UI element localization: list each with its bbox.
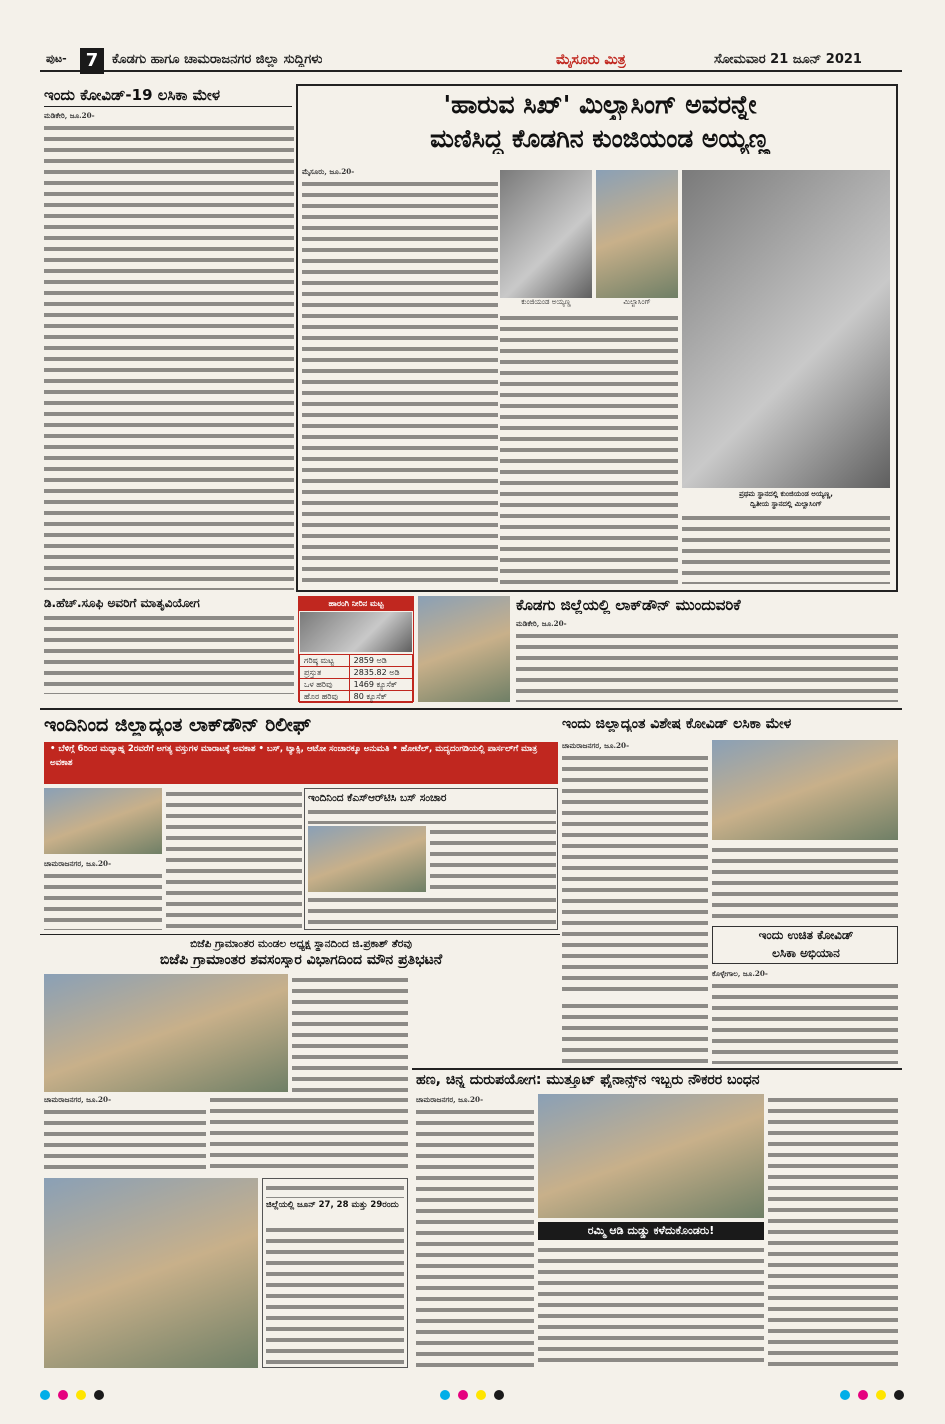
print-registration-strip: [0, 1380, 945, 1424]
page-label: ಪುಟ-: [46, 52, 67, 65]
free-vaccine-body: [712, 980, 898, 1064]
black-dot: [94, 1390, 104, 1400]
rummy-box-label: ರಮ್ಮಿ ಆಡಿ ದುಡ್ಡು ಕಳೆದುಕೊಂಡರು!: [538, 1222, 764, 1240]
vaccine-drive-headline: ಇಂದು ಕೋವಿಡ್-19 ಲಸಿಕಾ ಮೇಳ: [44, 86, 221, 104]
bjp-headline-line1: ಬಿಜೆಪಿ ಗ್ರಾಮಾಂತರ ಮಂಡಲ ಅಧ್ಯಕ್ಷ ಸ್ಥಾನದಿಂದ ಜಿ.ಪ್ರಕಾಶ್ ತೆರವು: [190, 938, 412, 950]
divider: [40, 708, 902, 710]
muthoot-body-col1: [416, 1106, 534, 1368]
table-row: [300, 667, 413, 679]
special-vaccine-headline: ಇಂದು ಜಿಲ್ಲಾದ್ಯಂತ ವಿಶೇಷ ಕೋವಿಡ್ ಲಸಿಕಾ ಮೇಳ: [562, 716, 792, 732]
black-dot: [494, 1390, 504, 1400]
bjp-protest-photo: [44, 974, 288, 1092]
table-cell-label: ಪ್ರಸ್ತುತ: [300, 667, 350, 679]
ksrtc-headline: ಇಂದಿನಿಂದ ಕೆಎಸ್ಆರ್‌ಟಿಸಿ ಬಸ್ ಸಂಚಾರ: [308, 792, 447, 804]
lockdown-relief-body-col2: [166, 788, 302, 930]
table-row: [300, 691, 413, 703]
magenta-dot: [458, 1390, 468, 1400]
milkha-dateline: ಮೈಸೂರು, ಜೂ.20-: [302, 167, 355, 176]
podium-caption-line2: ದ್ವಿತೀಯ ಸ್ಥಾನದಲ್ಲಿ ಮಿಲ್ಖಾಸಿಂಗ್: [750, 500, 822, 508]
harangi-title: ಹಾರಂಗಿ ನೀರಿನ ಮಟ್ಟ: [299, 597, 413, 611]
milkha-portrait-photo: [596, 170, 678, 298]
free-vaccine-headline-line2: ಲಸಿಕಾ ಅಭಿಯಾನ: [772, 946, 840, 960]
ksrtc-bus-photo: [308, 826, 426, 892]
section-title: ಕೊಡಗು ಹಾಗೂ ಚಾಮರಾಜನಗರ ಜಿಲ್ಲಾ ಸುದ್ದಿಗಳು: [112, 52, 323, 67]
milkha-body-col2: [500, 312, 678, 584]
bjp-headline-line2: ಬಿಜೆಪಿ ಗ್ರಾಮಾಂತರ ಶವಸಂಸ್ಕಾರ ವಿಭಾಗದಿಂದ ಮೌನ ಪ್ರತಿಭಟನೆ: [159, 952, 443, 968]
milkha-headline-line2: ಮಣಿಸಿದ್ದ ಕೊಡಗಿನ ಕುಂಜಿಯಂಡ ಅಯ್ಯಣ್ಣ: [430, 124, 770, 153]
harangi-dam-photo: [300, 612, 412, 652]
health-workers-photo: [44, 1178, 258, 1368]
free-vaccine-headline-line1: ಇಂದು ಉಚಿತ ಕೋವಿಡ್: [758, 928, 854, 942]
table-row: [300, 655, 413, 667]
yellow-dot: [876, 1390, 886, 1400]
bjp-body-col1: [44, 1106, 206, 1172]
table-cell-value: 2859 ಅಡಿ: [349, 655, 412, 667]
vaccine-schedule-lead: ಜಿಲ್ಲೆಯಲ್ಲಿ ಜೂನ್ 27, 28 ಮತ್ತು 29ರಂದು: [266, 1200, 399, 1210]
race-podium-photo: [682, 170, 890, 488]
vaccination-photo: [712, 740, 898, 840]
yellow-dot: [76, 1390, 86, 1400]
free-vaccine-dateline: ಕೊಳ್ಳೇಗಾಲ, ಜೂ.20-: [712, 969, 768, 978]
police-arrest-photo: [538, 1094, 764, 1218]
table-cell-value: 1469 ಕ್ಯೂಸೆಕ್: [349, 679, 412, 691]
page-number: 7: [80, 48, 104, 74]
magenta-dot: [58, 1390, 68, 1400]
podium-caption-line1: ಪ್ರಥಮ ಸ್ಥಾನದಲ್ಲಿ ಕುಂಜಿಯಂಡ ಅಯ್ಯಣ್ಣ,: [739, 490, 833, 498]
issue-date: ಸೋಮವಾರ 21 ಜೂನ್ 2021: [714, 52, 862, 67]
ksrtc-body-top: [308, 806, 556, 824]
dho-headline: ಡಿ.ಹೆಚ್.ಸೂಫಿ ಅವರಿಗೆ ಮಾತೃವಿಯೋಗ: [44, 596, 200, 610]
ayyanna-caption: ಕುಂಜಿಯಂಡ ಅಯ್ಯಣ್ಣ: [521, 298, 571, 306]
harangi-table: [299, 654, 413, 703]
muthoot-dateline: ಚಾಮರಾಜನಗರ, ಜೂ.20-: [416, 1095, 484, 1104]
special-vaccine-body-col1: [562, 752, 708, 998]
special-vaccine-dateline: ಚಾಮರಾಜನಗರ, ಜೂ.20-: [562, 741, 630, 750]
milkha-caption: ಮಿಲ್ಖಾಸಿಂಗ್: [623, 298, 651, 306]
lockdown-relief-headline: ಇಂದಿನಿಂದ ಜಿಲ್ಲಾದ್ಯಂತ ಲಾಕ್‌ಡೌನ್ ರಿಲೀಫ್: [44, 714, 312, 736]
lockdown-relief-subhead: • ಬೆಳಿಗ್ಗೆ 6ರಿಂದ ಮಧ್ಯಾಹ್ನ 2ರವರೆಗೆ ಅಗತ್ಯ ವಸ್ತುಗಳ ಮಾರಾಟಕ್ಕೆ ಅವಕಾಶ • ಬಸ್, ಟ್ಯಾಕ್ಸಿ, ಆಟೋ ಸಂಚಾರಕ್ಕೂ ಅನುಮತಿ • ಹೋಟೆಲ್, ಮದ್ಯದಂಗಡಿಯಲ್ಲಿ ಪಾರ್ಸಲ್‌ಗೆ ಮಾತ್ರ ಅವಕಾಶ: [44, 742, 558, 784]
vaccine-drive-dateline: ಮಡಿಕೇರಿ, ಜೂ.20-: [44, 111, 95, 120]
cyan-dot: [840, 1390, 850, 1400]
table-row: [300, 679, 413, 691]
milkha-body-col1: [302, 178, 498, 584]
yellow-dot: [476, 1390, 486, 1400]
milkha-body-col3: [682, 512, 890, 584]
special-vaccine-body-col1b: [562, 1000, 708, 1064]
table-cell-label: ಒಳ ಹರಿವು: [300, 679, 350, 691]
dho-body: [44, 612, 294, 694]
special-vaccine-body-col2: [712, 844, 898, 922]
vaccine-drive-body: [44, 122, 294, 590]
bjp-dateline: ಚಾಮರಾಜನಗರ, ಜೂ.20-: [44, 1095, 112, 1104]
black-dot: [894, 1390, 904, 1400]
muthoot-body-col2: [538, 1244, 764, 1368]
cyan-dot: [40, 1390, 50, 1400]
muthoot-body-col3: [768, 1094, 898, 1368]
divider: [412, 1068, 902, 1070]
kodagu-lockdown-body: [516, 630, 898, 702]
cyan-dot: [440, 1390, 450, 1400]
kodagu-lockdown-headline: ಕೊಡಗು ಜಿಲ್ಲೆಯಲ್ಲಿ ಲಾಕ್‌ಡೌನ್ ಮುಂದುವರಿಕೆ: [516, 596, 741, 614]
divider: [44, 106, 292, 107]
muthoot-headline: ಹಣ, ಚಿನ್ನ ದುರುಪಯೋಗ: ಮುತ್ತೂಟ್ ಫೈನಾನ್ಸ್‌ನ ಇಬ್ಬರು ನೌಕರರ ಬಂಧನ: [416, 1072, 760, 1088]
milkha-headline-line1: 'ಹಾರುವ ಸಿಖ್' ಮಿಲ್ಖಾಸಿಂಗ್ ಅವರನ್ನೇ: [443, 90, 757, 119]
magenta-dot: [858, 1390, 868, 1400]
ayyanna-portrait-photo: [500, 170, 592, 298]
lockdown-relief-body-col1: [44, 870, 162, 930]
kodagu-lockdown-dateline: ಮಡಿಕೇರಿ, ಜೂ.20-: [516, 619, 567, 628]
bjp-body-col2: [292, 974, 408, 1092]
kodagu-official-photo: [418, 596, 510, 702]
bjp-body-col3: [210, 1094, 408, 1172]
vaccine-schedule-body-top: [266, 1182, 404, 1198]
vaccine-schedule-body: [266, 1224, 404, 1364]
table-cell-value: 2835.82 ಅಡಿ: [349, 667, 412, 679]
table-cell-label: ಹೊರ ಹರಿವು: [300, 691, 350, 703]
ksrtc-body-col: [430, 826, 556, 892]
ksrtc-body-bottom: [308, 894, 556, 928]
table-cell-label: ಗರಿಷ್ಠ ಮಟ್ಟ: [300, 655, 350, 667]
newspaper-name: ಮೈಸೂರು ಮಿತ್ರ: [556, 52, 626, 68]
table-cell-value: 80 ಕ್ಯೂಸೆಕ್: [349, 691, 412, 703]
divider: [40, 934, 560, 935]
lockdown-relief-dateline: ಚಾಮರಾಜನಗರ, ಜೂ.20-: [44, 859, 112, 868]
lockdown-street-photo: [44, 788, 162, 854]
